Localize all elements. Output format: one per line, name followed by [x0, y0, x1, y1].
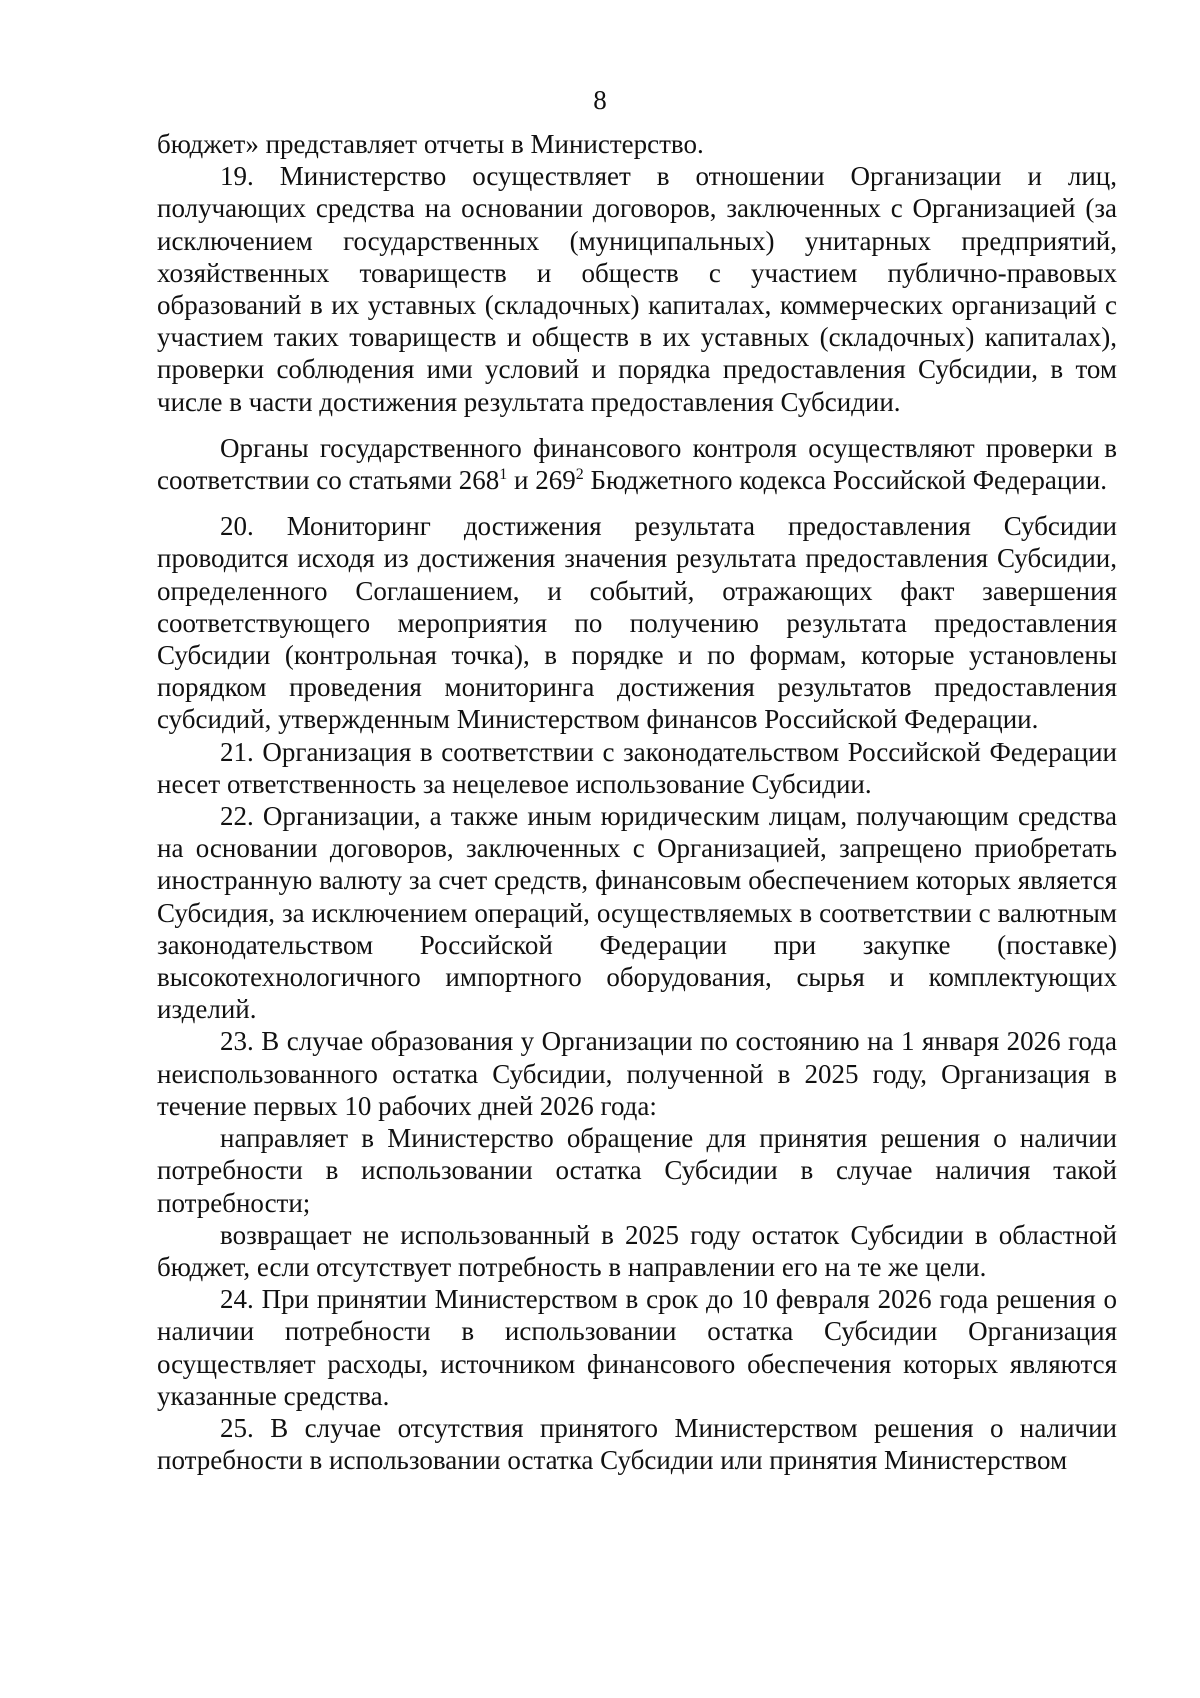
paragraph-23-item-1: направляет в Министерство обращение для принятия решения о наличии потребности в использовании остатка Субсидии в случае наличия такой потребности;: [157, 1123, 1117, 1218]
paragraph-22: 22. Организации, а также иным юридическим лицам, получающим средства на основании договоров, заключенных с Организацией, запрещено приобретать иностранную валюту за счет средств, финансовым обеспечением которых является Субсидия, за исключением операций, осуществляемых в соответствии с валютным законодательством Российской Федерации при закупке (поставке) высокотехнологичного импортного оборудования, сырья и комплектующих изделий.: [157, 801, 1117, 1025]
control-text-after: Бюджетного кодекса Российской Федерации.: [583, 465, 1107, 496]
paragraph-23-item-2: возвращает не использованный в 2025 году остаток Субсидии в областной бюджет, если отсутствует потребность в направлении его на те же цели.: [157, 1219, 1117, 1282]
paragraph-continuation: бюджет» представляет отчеты в Министерство.: [157, 129, 704, 159]
paragraph-24: 24. При принятии Министерством в срок до 10 февраля 2026 года решения о наличии потребности в использовании остатка Субсидии Организация осуществляет расходы, источником финансового обеспечения которых являются указанные средства.: [157, 1284, 1117, 1411]
paragraph-20: 20. Мониторинг достижения результата предоставления Субсидии проводится исходя из достижения значения результата предоставления Субсидии, определенного Соглашением, и событий, отражающих факт завершения соответствующего мероприятия по получению результата предоставления Субсидии (контрольная точка), в порядке и по формам, которые установлены порядком проведения мониторинга достижения результатов предоставления субсидий, утвержденным Министерством финансов Российской Федерации.: [157, 511, 1117, 735]
page-number: 8: [593, 85, 607, 115]
superscript-2: 2: [575, 466, 584, 484]
paragraph-23: 23. В случае образования у Организации по состоянию на 1 января 2026 года неиспользованного остатка Субсидии, полученной в 2025 году, Организация в течение первых 10 рабочих дней 2026 года:: [157, 1026, 1117, 1121]
paragraph-21: 21. Организация в соответствии с законодательством Российской Федерации несет ответственность за нецелевое использование Субсидии.: [157, 736, 1117, 799]
superscript-1: 1: [499, 466, 508, 484]
control-text-middle: и 269: [507, 465, 576, 496]
control-text-before: Органы государственного финансового контроля осуществляют проверки в соответствии со статьями 268: [157, 432, 1117, 496]
paragraph-financial-control: [157, 432, 1117, 496]
paragraph-19: 19. Министерство осуществляет в отношении Организации и лиц, получающих средства на основании договоров, заключенных с Организацией (за исключением государственных (муниципальных) унитарных предприятий, хозяйственных товариществ и обществ с участием публично-правовых образований в их уставных (складочных) капиталах, коммерческих организаций с участием таких товариществ и обществ в их уставных (складочных) капиталах), проверки соблюдения ими условий и порядка предоставления Субсидии, в том числе в части достижения результата предоставления Субсидии.: [157, 161, 1117, 417]
paragraph-25: 25. В случае отсутствия принятого Министерством решения о наличии потребности в использовании остатка Субсидии или принятия Министерством: [157, 1412, 1117, 1476]
document-body: [157, 128, 1117, 1476]
